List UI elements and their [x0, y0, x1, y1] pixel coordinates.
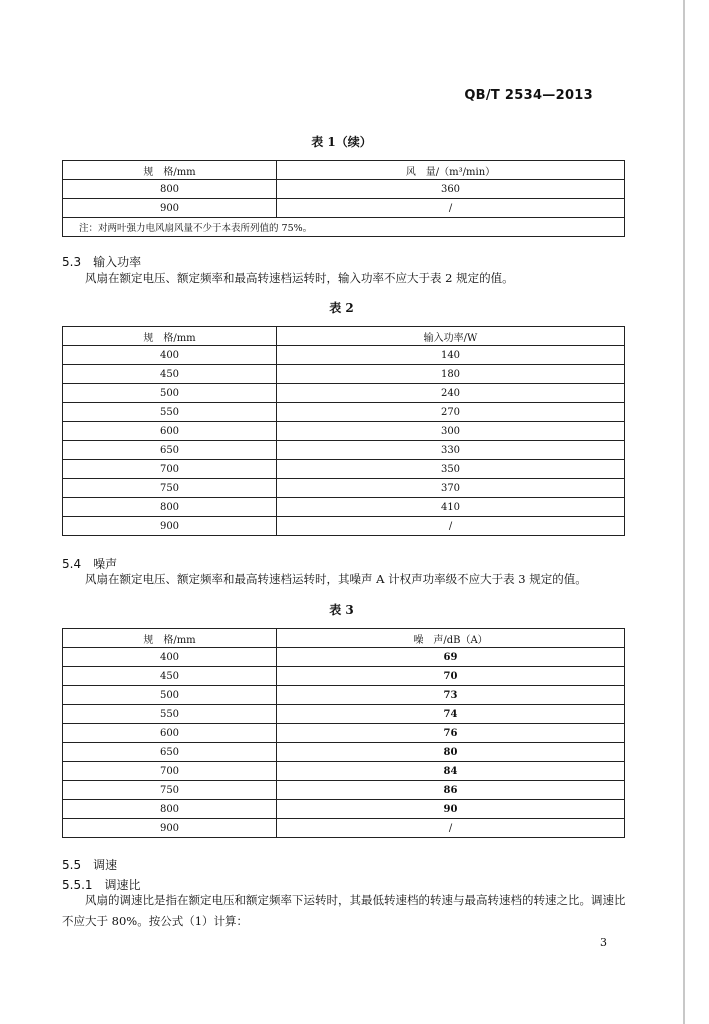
table-cell: /: [277, 517, 625, 536]
table-cell: 76: [277, 724, 625, 743]
table-header-cell: 噪 声/dB（A）: [277, 629, 625, 648]
table-cell: 73: [277, 686, 625, 705]
table-cell: 70: [277, 667, 625, 686]
table-note-row: [63, 218, 625, 237]
table-cell: 600: [63, 422, 277, 441]
table-cell: 750: [63, 781, 277, 800]
table-cell: 800: [63, 180, 277, 199]
table-row: [63, 199, 625, 218]
table-cell: 650: [63, 441, 277, 460]
table-cell: 550: [63, 403, 277, 422]
table-cell: 350: [277, 460, 625, 479]
table-cell: 69: [277, 648, 625, 667]
table-header-cell: 规 格/mm: [63, 161, 277, 180]
table-note: 注：对两叶强力电风扇风量不少于本表所列值的 75%。: [63, 218, 625, 237]
table-cell: 360: [277, 180, 625, 199]
table-row: [63, 365, 625, 384]
table-row: [63, 705, 625, 724]
table-cell: 140: [277, 346, 625, 365]
table-row: [63, 479, 625, 498]
table-row: [63, 686, 625, 705]
table-cell: 80: [277, 743, 625, 762]
table3: [62, 628, 625, 838]
table-row: [63, 180, 625, 199]
section-text-5-3: 风扇在额定电压、额定频率和最高转速档运转时，输入功率不应大于表 2 规定的值。: [85, 271, 514, 285]
page-edge-divider: [683, 0, 685, 1024]
table-cell: 500: [63, 686, 277, 705]
table-cell: 370: [277, 479, 625, 498]
table-row: [63, 346, 625, 365]
table-cell: 800: [63, 498, 277, 517]
section-heading-5-5: 5.5 调速: [62, 858, 118, 872]
table-row: [63, 743, 625, 762]
table-cell: 550: [63, 705, 277, 724]
table-row: [63, 441, 625, 460]
table-cell: 900: [63, 199, 277, 218]
section-heading-5-3: 5.3 输入功率: [62, 255, 142, 269]
table-cell: 750: [63, 479, 277, 498]
section-text-5-4: 风扇在额定电压、额定频率和最高转速档运转时，其噪声 A 计权声功率级不应大于表 3 规定的值。: [85, 572, 587, 586]
table-row: [63, 667, 625, 686]
page-number: 3: [600, 936, 607, 949]
table-cell: 450: [63, 667, 277, 686]
table-cell: 90: [277, 800, 625, 819]
table-cell: 300: [277, 422, 625, 441]
table2-caption: 表 2: [329, 301, 354, 315]
table3-caption: 表 3: [329, 603, 354, 617]
table-header-cell: 规 格/mm: [63, 629, 277, 648]
table-header-row: [63, 629, 625, 648]
table-header-row: [63, 327, 625, 346]
table-cell: 330: [277, 441, 625, 460]
table-cell: 900: [63, 819, 277, 838]
section-heading-5-5-1: 5.5.1 调速比: [62, 878, 141, 892]
table-cell: 180: [277, 365, 625, 384]
table-row: [63, 762, 625, 781]
table-cell: 84: [277, 762, 625, 781]
table-cell: 400: [63, 346, 277, 365]
table2: [62, 326, 625, 536]
table-cell: /: [277, 819, 625, 838]
table-cell: 600: [63, 724, 277, 743]
table-cell: 500: [63, 384, 277, 403]
table-row: [63, 460, 625, 479]
table-header-row: [63, 161, 625, 180]
table-cell: 800: [63, 800, 277, 819]
section-text-5-5-1: 风扇的调速比是指在额定电压和额定频率下运转时，其最低转速档的转速与最高转速档的转速之比。调速比不应大于 80%。按公式（1）计算：: [62, 893, 626, 928]
table-row: [63, 422, 625, 441]
table-cell: 74: [277, 705, 625, 724]
table-row: [63, 403, 625, 422]
table-cell: 86: [277, 781, 625, 800]
table-header-cell: 规 格/mm: [63, 327, 277, 346]
table-header-cell: 风 量/（m³/min）: [277, 161, 625, 180]
table-row: [63, 800, 625, 819]
table-row: [63, 819, 625, 838]
table-cell: 700: [63, 762, 277, 781]
table-cell: 240: [277, 384, 625, 403]
table-row: [63, 384, 625, 403]
table-cell: 270: [277, 403, 625, 422]
table-cell: 900: [63, 517, 277, 536]
table-header-cell: 输入功率/W: [277, 327, 625, 346]
table-row: [63, 517, 625, 536]
table-cell: 650: [63, 743, 277, 762]
table-row: [63, 498, 625, 517]
table-row: [63, 781, 625, 800]
table-row: [63, 648, 625, 667]
table-cell: /: [277, 199, 625, 218]
table-cell: 700: [63, 460, 277, 479]
table-cell: 400: [63, 648, 277, 667]
table1-caption: 表 1（续）: [311, 135, 372, 149]
table1: [62, 160, 625, 237]
section-heading-5-4: 5.4 噪声: [62, 557, 118, 571]
table-row: [63, 724, 625, 743]
table-cell: 450: [63, 365, 277, 384]
table-cell: 410: [277, 498, 625, 517]
standard-id: QB/T 2534—2013: [464, 88, 593, 103]
